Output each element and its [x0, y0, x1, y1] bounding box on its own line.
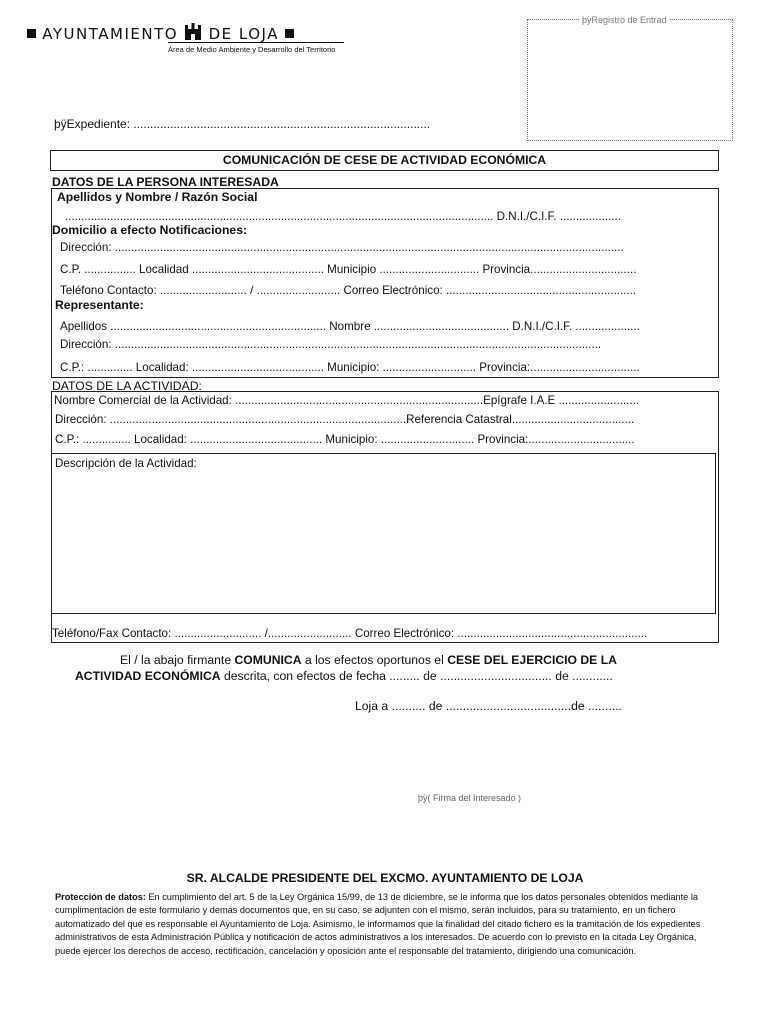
- form-title: COMUNICACIÓN DE CESE DE ACTIVIDAD ECONÓMICA: [222, 153, 547, 167]
- section-actividad: DATOS DE LA ACTIVIDAD:: [52, 379, 202, 393]
- comunica-text-a: El / la abajo firmante: [120, 653, 235, 667]
- header-rule: [168, 42, 344, 43]
- castle-crest-icon: [184, 23, 202, 41]
- org-name-left: AYUNTAMIENTO: [42, 25, 179, 43]
- comunica-line-2: [75, 669, 613, 683]
- square-bullet-icon: [285, 29, 294, 38]
- cp-localidad-field[interactable]: C.P. ................ Localidad ......................................... Municipio ............................... Provincia.................................: [60, 263, 637, 276]
- destinatario: SR. ALCALDE PRESIDENTE DEL EXCMO. AYUNTAMIENTO DE LOJA: [186, 871, 584, 885]
- comunica-text-d: CESE DEL EJERCICIO DE LA: [447, 653, 617, 667]
- registro-entrada-box[interactable]: [527, 19, 733, 141]
- proteccion-text: En cumplimiento del art. 5 de la Ley Orgánica 15/99, de 13 de diciembre, se le informa que los datos personales obtenidos mediante la cumplimentación de este formulario y demás documentos que, en su caso, se adjunten con el mismo, serán incluidos, para su tratamiento, en un fichero automatizado del que es responsable el Ayuntamiento de Loja. Asimismo, le informamos que la finalidad del citado fichero es la tramitación de los expedientes administrativos de esta Administración Pública y notificación de actos administrativos a los interesados. De acuerdo con lo previsto en la citada Ley Orgánica, puede ejercer los derechos de acceso, rectificación, cancelación y oposición ante el responsable del tratamiento, dirigiendo una comunicación.: [55, 892, 701, 956]
- rep-apellidos-field[interactable]: Apellidos ................................................................... Nombre .......................................... D.N.I./C.I.F. ....................: [60, 320, 640, 333]
- expediente-field[interactable]: þÿExpediente: .........................................................................................: [54, 117, 431, 131]
- nombre-comercial-field[interactable]: Nombre Comercial de la Actividad: .............................................................................Epígrafe I.A.E .........................: [54, 394, 640, 407]
- representante-label: Representante:: [55, 298, 144, 312]
- proteccion-label: Protección de datos:: [55, 892, 146, 902]
- lugar-fecha-field[interactable]: Loja a .......... de .....................................de ..........: [355, 699, 622, 713]
- actividad-direccion-field[interactable]: Dirección: ............................................................................................Referencia Catastral......................................: [55, 413, 635, 426]
- registro-entrada-label: þÿRegistro de Entrad: [582, 15, 667, 25]
- actividad-cp-field[interactable]: C.P.: ............... Localidad: ......................................... Municipio: ............................. Provincia:.................................: [55, 433, 635, 446]
- direccion-field[interactable]: Dirección: ..............................................................................................................................................................: [60, 241, 624, 254]
- org-name-right: DE LOJA: [208, 25, 279, 43]
- square-bullet-icon: [27, 29, 36, 38]
- apellidos-dni-field[interactable]: ..................................................................................................................................... D.N.I./C.I.F. ...................: [65, 210, 621, 223]
- comunica-text-c: a los efectos oportunos el: [301, 653, 448, 667]
- section-persona-interesada: DATOS DE LA PERSONA INTERESADA: [52, 175, 279, 189]
- comunica-text-b: COMUNICA: [234, 653, 302, 667]
- rep-cp-field[interactable]: C.P.: .............. Localidad: ......................................... Municipio: ............................. Provincia:..................................: [60, 361, 640, 374]
- comunica-fecha-field[interactable]: descrita, con efectos de fecha ......... de ................................. de ............: [220, 669, 613, 683]
- proteccion-datos: [55, 891, 715, 958]
- apellidos-nombre-label: Apellidos y Nombre / Razón Social: [57, 190, 258, 204]
- rep-direccion-field[interactable]: Dirección: .......................................................................................................................................................: [60, 338, 602, 351]
- descripcion-label: Descripción de la Actividad:: [55, 457, 197, 470]
- org-name: [27, 23, 294, 43]
- domicilio-label: Domicilio a efecto Notificaciones:: [52, 223, 248, 237]
- comunica-text-e: ACTIVIDAD ECONÓMICA: [75, 669, 221, 683]
- department-subtitle: Área de Medio Ambiente y Desarrollo del Territorio: [168, 45, 336, 54]
- firma-label: þÿ( Firma del Interesado ): [418, 793, 522, 803]
- telefono-correo-field[interactable]: Teléfono Contacto: ........................... / .......................... Correo Electrónico: ...........................................................: [60, 284, 637, 297]
- descripcion-textarea[interactable]: [51, 453, 716, 614]
- comunica-line-1: [120, 653, 617, 667]
- actividad-telefono-field[interactable]: Teléfono/Fax Contacto: ........................... /.......................... Correo Electrónico: ...........................................................: [52, 627, 648, 640]
